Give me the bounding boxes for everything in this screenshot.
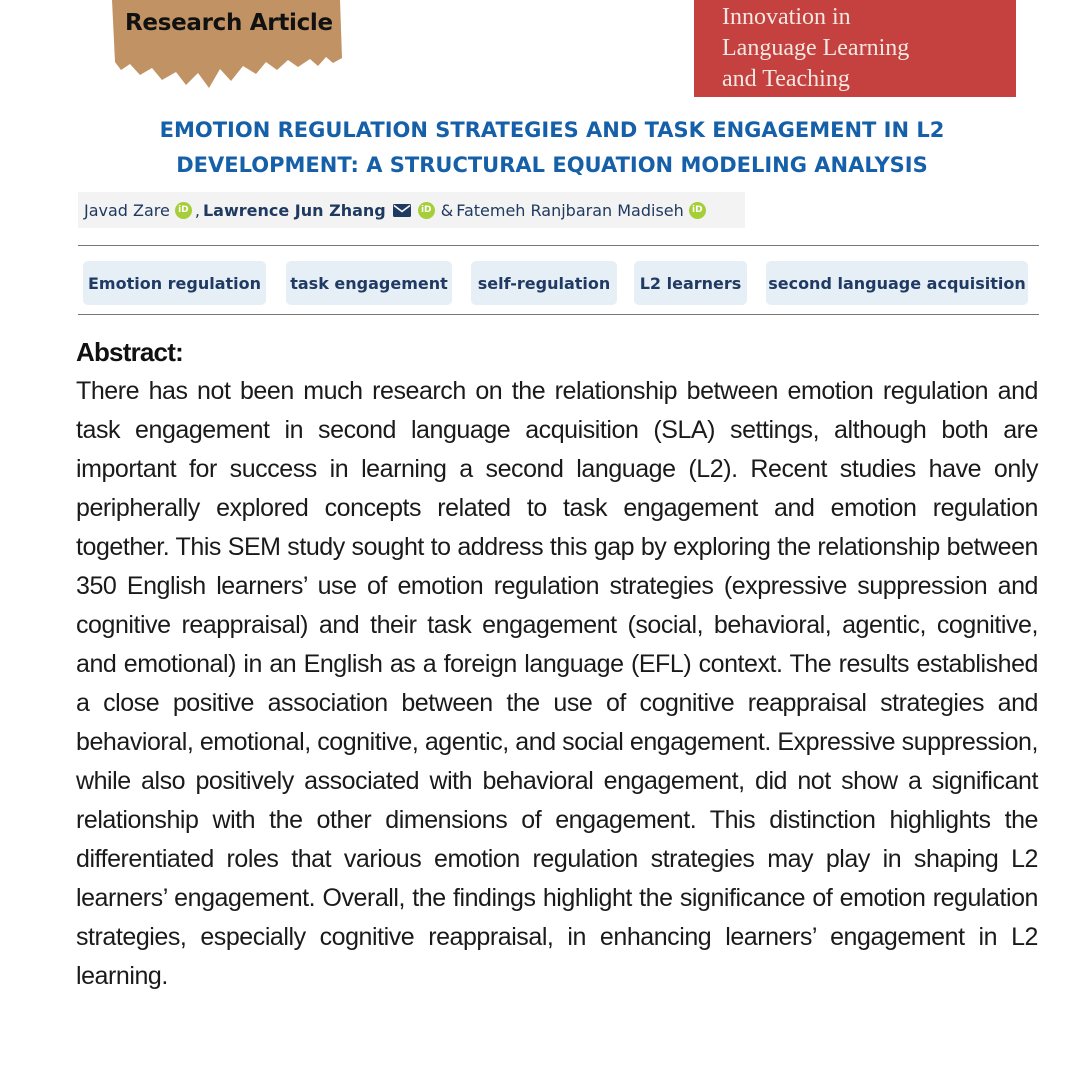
author-name-corresponding[interactable]: Lawrence Jun Zhang bbox=[202, 200, 386, 220]
abstract-heading: Abstract: bbox=[76, 337, 183, 367]
title-line: DEVELOPMENT: A STRUCTURAL EQUATION MODELING ANALYSIS bbox=[176, 153, 928, 177]
orcid-icon[interactable]: iD bbox=[175, 202, 192, 219]
keyword-chip[interactable]: self-regulation bbox=[471, 261, 617, 305]
article-title bbox=[60, 113, 1044, 183]
journal-name-line: Innovation in bbox=[722, 4, 851, 30]
title-line: EMOTION REGULATION STRATEGIES AND TASK ENGAGEMENT IN L2 bbox=[159, 118, 945, 142]
keyword-chip[interactable]: second language acquisition bbox=[766, 261, 1028, 305]
journal-name-line: and Teaching bbox=[722, 66, 850, 92]
orcid-icon[interactable]: iD bbox=[689, 202, 706, 219]
divider-top bbox=[78, 245, 1039, 246]
author-list bbox=[78, 192, 745, 228]
research-article-label: Research Article bbox=[125, 10, 333, 36]
author-name[interactable]: Javad Zare bbox=[84, 200, 170, 220]
author-separator: & bbox=[440, 200, 454, 220]
divider-bottom bbox=[78, 314, 1039, 315]
keyword-chip[interactable]: L2 learners bbox=[634, 261, 747, 305]
mail-icon[interactable] bbox=[393, 204, 411, 217]
author-separator: , bbox=[194, 200, 200, 220]
orcid-icon[interactable]: iD bbox=[418, 202, 435, 219]
journal-name-line: Language Learning bbox=[722, 35, 910, 61]
journal-banner bbox=[694, 0, 1016, 97]
keyword-chip[interactable]: Emotion regulation bbox=[83, 261, 266, 305]
author-name[interactable]: Fatemeh Ranjbaran Madiseh bbox=[456, 200, 684, 220]
abstract-body: There has not been much research on the relationship between emotion regulation and task engagement in second language acquisition (SLA) settings, although both are important for success in learning a second language (L2). Recent studies have only peripherally explored concepts related to task engagement and emotion regulation together. This SEM study sought to address this gap by exploring the relationship between 350 English learners’ use of emotion regulation strategies (expressive suppression and cognitive reappraisal) and their task engagement (social, behavioral, agentic, cognitive, and emotional) in an English as a foreign language (EFL) context. The results established a close positive association between the use of cognitive reappraisal strategies and behavioral, emotional, cognitive, agentic, and social engagement. Expressive suppression, while also positively associated with behavioral engagement, did not show a significant relationship with the other dimensions of engagement. This distinction highlights the differentiated roles that various emotion regulation strategies may play in shaping L2 learners’ engagement. Overall, the findings highlight the significance of emotion regulation strategies, especially cognitive reappraisal, in enhancing learners’ engagement in L2 learning. bbox=[76, 377, 1038, 990]
keyword-chip[interactable]: task engagement bbox=[286, 261, 452, 305]
